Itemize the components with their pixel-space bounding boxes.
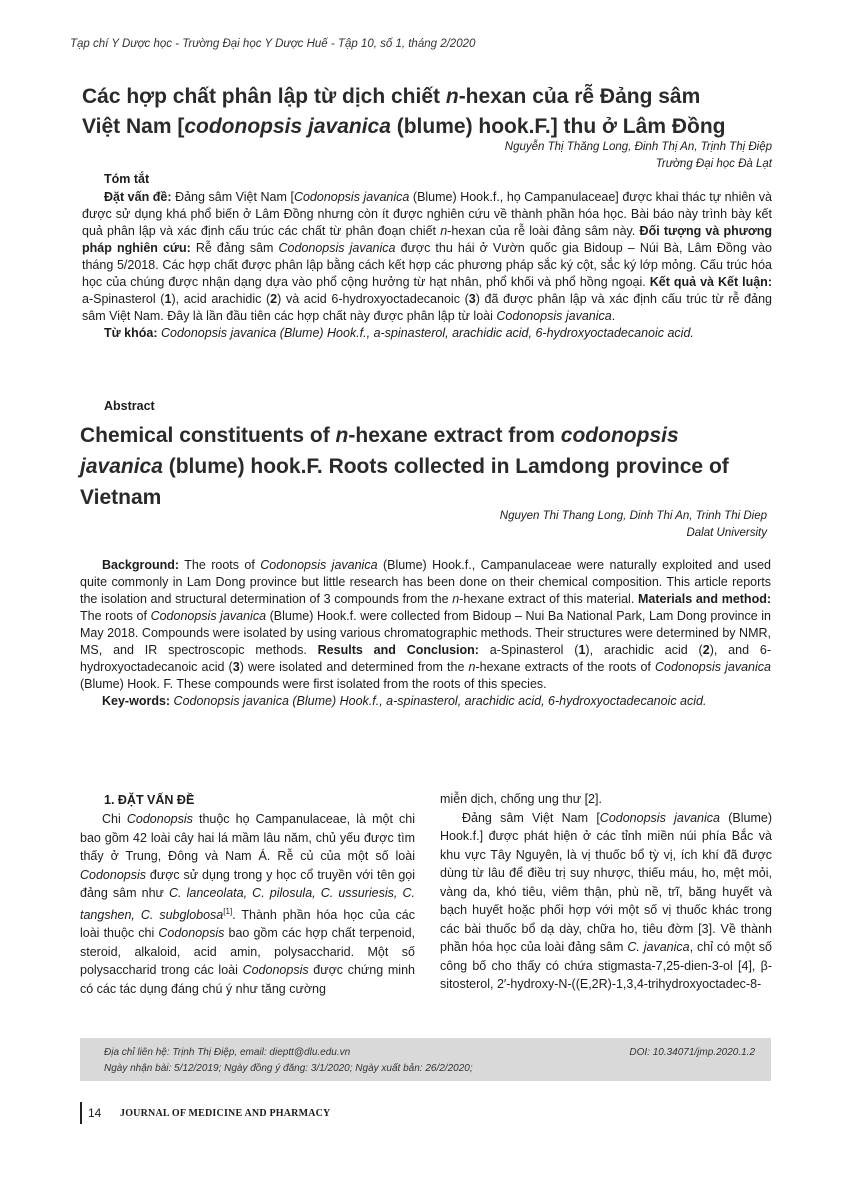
author-names-en: Nguyen Thi Thang Long, Dinh Thi An, Trinh Thi Diep: [499, 510, 767, 522]
abstract-en: Background: The roots of Codonopsis javanica (Blume) Hook.f., Campanulaceae were naturally exploited and used quite commonly in Lam Dong province but little research has been done on their chemical composition. This article reports the isolation and structural determination of 3 compounds from the n-hexane extract of this material. Materials and method: The roots of Codonopsis javanica (Blume) Hook.f. were collected from Bidoup – Nui Ba National Park, Lam Dong province in May 2018. Compounds were isolated by using various chromatographic methods. Their structures were determined by NMR, MS, and IR spectroscopic methods. Results and Conclusion: a-Spinasterol (1), arachidic acid (2), and 6-hydroxyoctadecanoic acid (3) were isolated and determined from the n-hexane extracts of the roots of Codonopsis javanica (Blume) Hook. F. These compounds were first isolated from the roots of this species. Key-words: Codonopsis javanica (Blume) Hook.f., a-spinasterol, arachidic acid, 6-hydroxyoctadecanoic acid.: [80, 558, 772, 708]
keywords-vi: Từ khóa: Codonopsis javanica (Blume) Hook.f., a-spinasterol, arachidic acid, 6-hydroxyoctadecanoic acid.: [104, 326, 694, 340]
page-rule: [80, 1102, 82, 1124]
page-number: 14: [88, 1106, 102, 1120]
running-header: Tạp chí Y Dược học - Trường Đại học Y Dược Huế - Tập 10, số 1, tháng 2/2020: [70, 38, 476, 50]
keywords-en: Key-words: Codonopsis javanica (Blume) Hook.f., a-spinasterol, arachidic acid, 6-hydroxyoctadecanoic acid.: [102, 694, 707, 708]
abstract-vi: Đặt vấn đề: Đảng sâm Việt Nam [Codonopsis javanica (Blume) Hook.f., họ Campanulaceae] được khai thác tự nhiên và được sử dụng khá phổ biến ở Lâm Đồng nhưng còn ít được nghiên cứu về thành phần hóa học. Bài báo này trình bày kết quả phân lập và xác định cấu trúc các chất từ phân đoạn chiết n-hexan của rễ loài đảng sâm này. Đối tượng và phương pháp nghiên cứu: Rễ đảng sâm Codonopsis javanica được thu hái ở Vườn quốc gia Bidoup – Núi Bà, Lâm Đồng vào tháng 5/2018. Các hợp chất được phân lập bằng cách kết hợp các phương pháp sắc ký cột, sắc ký lớp mỏng. Cấu trúc hóa học của chúng được nhận dạng dựa vào phổ cộng hưởng từ hạt nhân, phổ khối và phổ hồng ngoại. Kết quả và Kết luận: a-Spinasterol (1), acid arachidic (2) và acid 6-hydroxyoctadecanoic (3) đã được phân lập và xác định cấu trúc từ rễ đảng sâm Việt Nam. Đây là lần đầu tiên các hợp chất này được phân lập từ loài Codonopsis javanica. Từ khóa: Codonopsis javanica (Blume) Hook.f., a-spinasterol, arachidic acid, 6-hydroxyoctadecanoic acid.: [82, 190, 773, 340]
article-title-vi: Các hợp chất phân lập từ dịch chiết n-hexan của rễ Đảng sâm Việt Nam [codonopsis javanica (blume) hook.F.] thu ở Lâm Đồng: [82, 85, 726, 138]
journal-name: JOURNAL OF MEDICINE AND PHARMACY: [120, 1108, 331, 1119]
left-column: Chi Codonopsis thuộc họ Campanulaceae, là một chi bao gồm 42 loài cây hai lá mầm lâu năm, chủ yếu được tìm thấy ở Trung, Đông và Nam Á. Rễ củ của một số loài Codonopsis được sử dụng trong y học cổ truyền với tên gọi đảng sâm như C. lanceolata, C. pilosula, C. ussuriesis, C. tangshen, C. subglobosa[1]. Thành phần hóa học của các loài thuộc chi Codonopsis bao gồm các hợp chất terpenoid, steroid, alkaloid, acid amin, polysaccharid. Một số polysaccharid trong các loài Codonopsis được chứng minh có các tác dụng đáng chú ý như tăng cường: [80, 812, 416, 996]
authors-en: [500, 508, 767, 542]
abstract-label-en: Abstract: [104, 399, 155, 413]
abstract-label-vi: Tóm tắt: [104, 172, 150, 186]
contact-info: Địa chỉ liên hệ: Trịnh Thị Điệp, email: dieptt@dlu.edu.vn: [104, 1047, 351, 1058]
doi: DOI: 10.34071/jmp.2020.1.2: [629, 1047, 755, 1058]
publication-dates: Ngày nhận bài: 5/12/2019; Ngày đồng ý đăng: 3/1/2020; Ngày xuất bản: 26/2/2020;: [104, 1063, 473, 1074]
section-heading: 1. ĐẶT VẤN ĐỀ: [104, 793, 195, 807]
footer-contact-box: [80, 1038, 771, 1081]
affiliation-en: Dalat University: [686, 527, 767, 539]
authors-vi: [505, 139, 772, 173]
right-column: miễn dịch, chống ung thư [2]. Đảng sâm Việt Nam [Codonopsis javanica (Blume) Hook.f.] được phát hiện ở các tỉnh miền núi phía Bắc và khu vực Tây Nguyên, là vị thuốc bổ tỳ vị, ích khí đã được dùng từ lâu để điều trị suy nhược, thiếu máu, ho, mệt mỏi, vàng da, khó tiêu, viêm thận, phù nề, trĩ, băng huyết và bạch huyết hoặc phối hợp với một số vị thuốc khác trong các bài thuốc bổ dạ dày, chữa ho, tiêu đờm [3]. Về thành phần hóa học của loài đảng sâm C. javanica, chỉ có một số công bố cho thấy có chứa stigmasta-7,25-dien-3-ol [4], β-sitosterol, 2′-hydroxy-N-((E,2R)-1,3,4-trihydroxyoctadec-8-: [440, 792, 772, 991]
article-title-en: Chemical constituents of n-hexane extract from codonopsis javanica (blume) hook.F. Roots collected in Lamdong province of Vietnam: [80, 424, 729, 509]
author-names-vi: Nguyễn Thị Thăng Long, Đinh Thị An, Trịnh Thị Điệp: [504, 141, 772, 153]
affiliation-vi: Trường Đại học Đà Lạt: [655, 158, 772, 170]
